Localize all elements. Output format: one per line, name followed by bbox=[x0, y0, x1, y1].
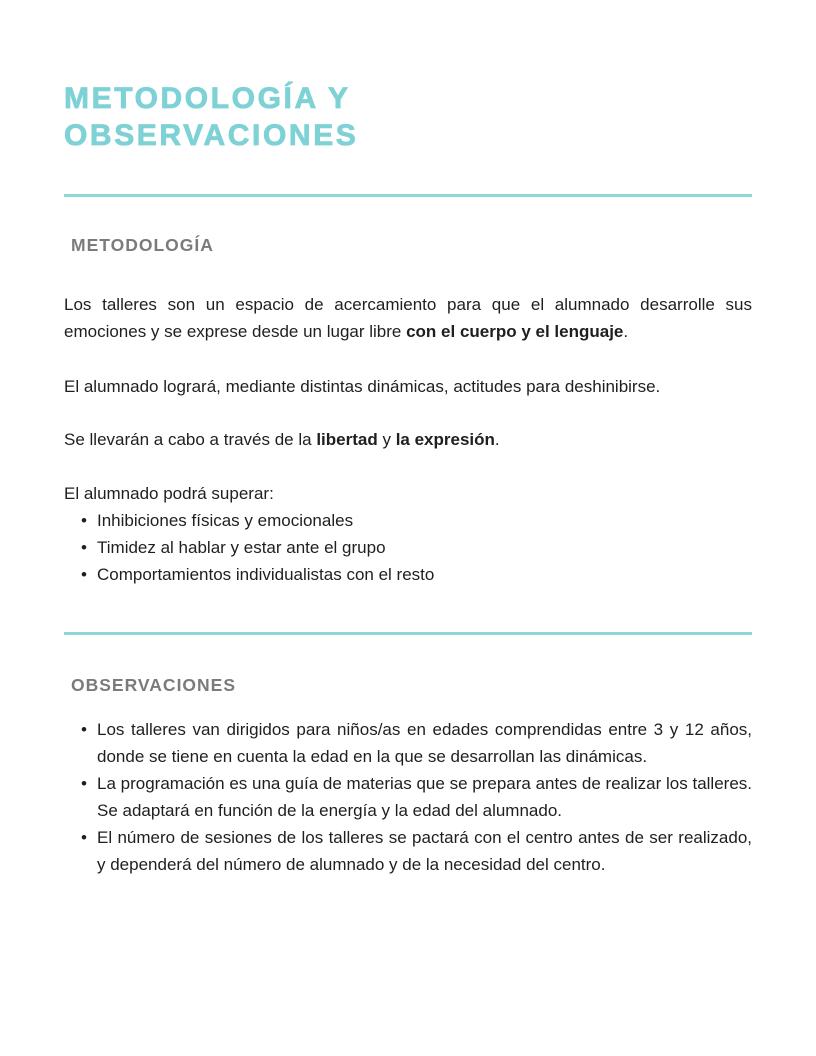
observaciones-bullet-list bbox=[64, 716, 752, 878]
list-item bbox=[64, 770, 752, 824]
section-metodologia bbox=[64, 235, 752, 588]
metodologia-bullet-list bbox=[64, 507, 752, 588]
paragraph-bold-text: con el cuerpo y el lenguaje bbox=[406, 322, 624, 341]
metodologia-list-intro: El alumnado podrá superar: bbox=[64, 484, 274, 503]
paragraph-text: y bbox=[377, 430, 396, 449]
list-item-text: Los talleres van dirigidos para niños/as en edades comprendidas entre 3 y 12 años, donde se tiene en cuenta la edad en la que se desarrollan las dinámicas. bbox=[97, 720, 752, 766]
page-title bbox=[64, 80, 752, 154]
list-item bbox=[64, 716, 752, 770]
section-observaciones bbox=[64, 675, 752, 878]
section-divider-middle bbox=[64, 632, 752, 635]
page-title-line-2: OBSERVACIONES bbox=[64, 119, 359, 152]
list-item-text: La programación es una guía de materias que se prepara antes de realizar los talleres. Se adaptará en función de la energía y la edad del alumnado. bbox=[97, 774, 752, 820]
list-item-text: El número de sesiones de los talleres se pactará con el centro antes de ser realizado, y dependerá del número de alumnado y de la necesidad del centro. bbox=[97, 828, 752, 874]
list-item bbox=[64, 534, 752, 561]
list-item-text: Comportamientos individualistas con el resto bbox=[97, 565, 435, 584]
metodologia-heading: METODOLOGÍA bbox=[71, 235, 214, 255]
paragraph-text: Se llevarán a cabo a través de la bbox=[64, 430, 317, 449]
page-title-line-1: METODOLOGÍA Y bbox=[64, 82, 351, 115]
paragraph-text: . bbox=[494, 430, 500, 449]
list-item bbox=[64, 824, 752, 878]
list-item-text: Inhibiciones físicas y emocionales bbox=[97, 511, 354, 530]
document-page bbox=[0, 80, 816, 1056]
metodologia-paragraph-1 bbox=[64, 291, 752, 345]
list-item-text: Timidez al hablar y estar ante el grupo bbox=[97, 538, 386, 557]
paragraph-bold-text: libertad bbox=[316, 430, 378, 449]
metodologia-paragraph-3 bbox=[64, 426, 752, 453]
list-item bbox=[64, 507, 752, 534]
list-item bbox=[64, 561, 752, 588]
paragraph-text: Los talleres son un espacio de acercamiento para que el alumnado desarrolle sus emociones y se exprese desde un lugar libre bbox=[64, 295, 752, 341]
observaciones-heading: OBSERVACIONES bbox=[71, 675, 237, 695]
paragraph-text: . bbox=[623, 322, 629, 341]
paragraph-bold-text: la expresión bbox=[395, 430, 495, 449]
metodologia-paragraph-2: El alumnado logrará, mediante distintas dinámicas, actitudes para deshinibirse. bbox=[64, 377, 661, 396]
section-divider-top bbox=[64, 194, 752, 197]
